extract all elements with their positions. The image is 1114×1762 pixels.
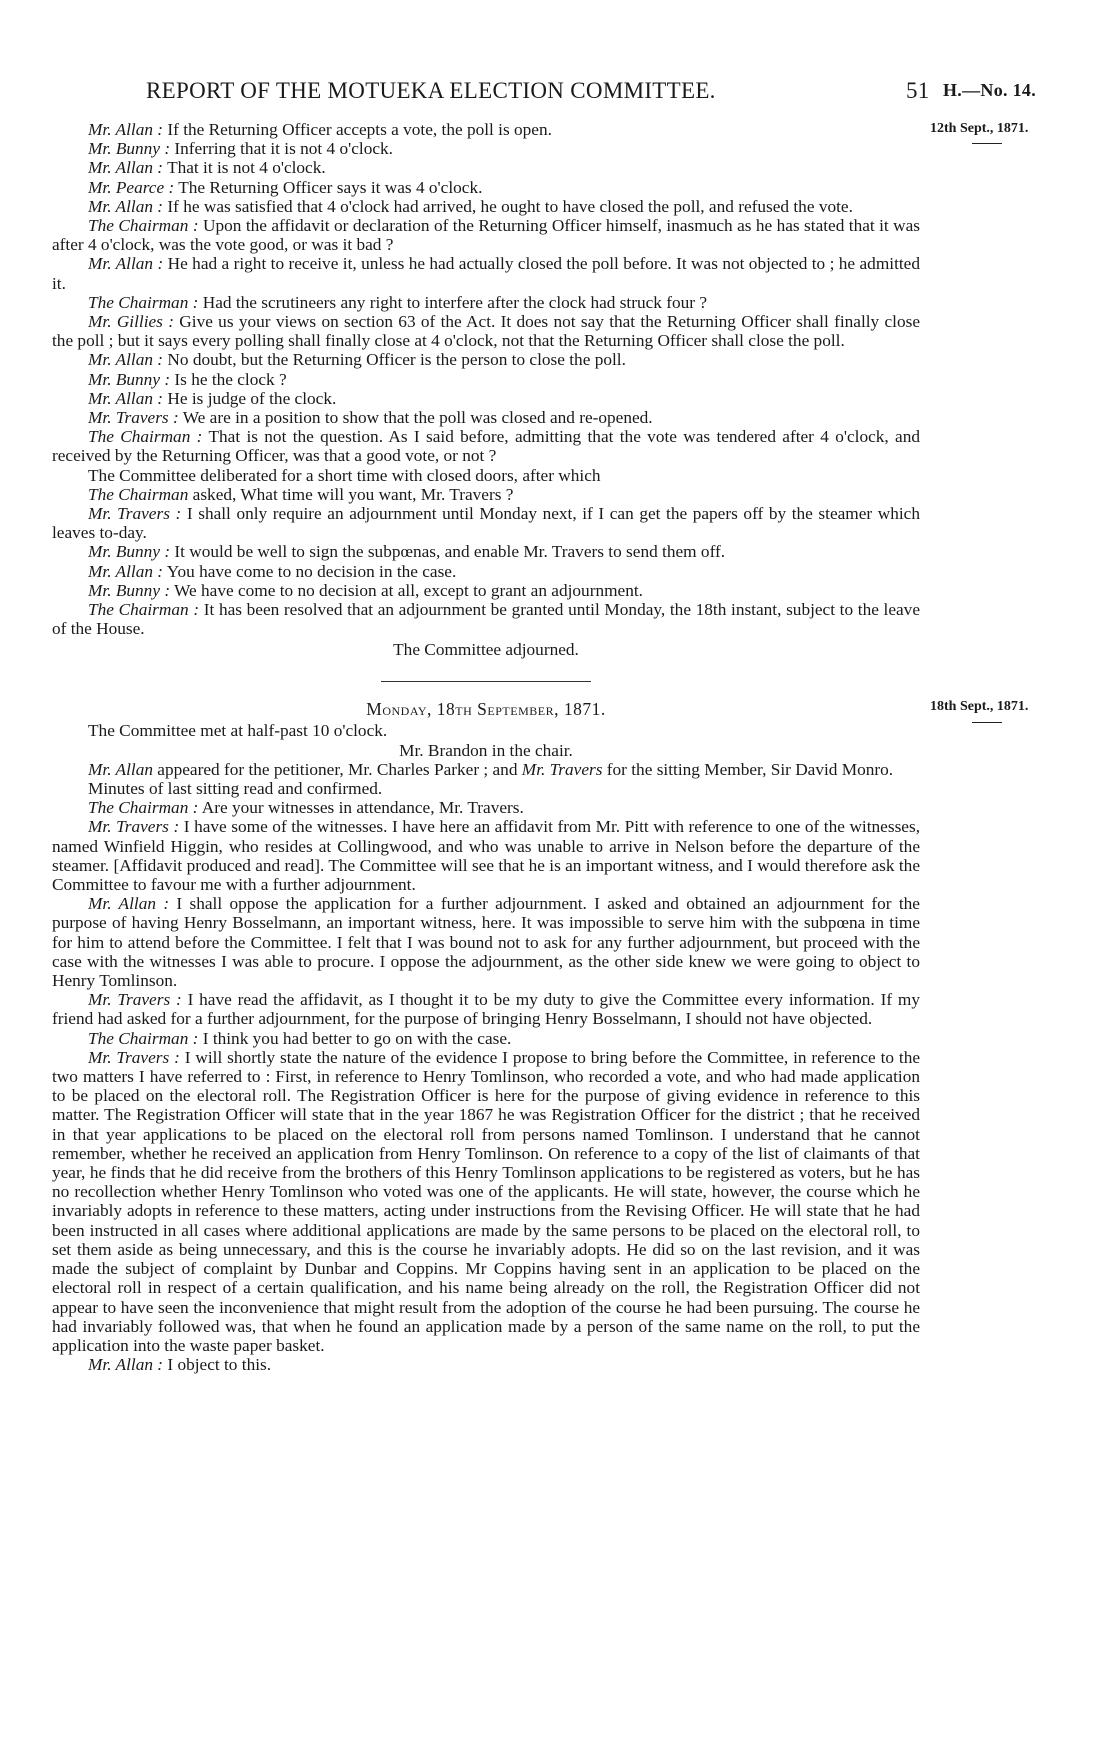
speaker-name: The Chairman : <box>88 216 199 236</box>
minutes-paragraph <box>52 600 920 638</box>
speaker-name: Mr. Allan : <box>88 561 164 581</box>
speech-text: Minutes of last sitting read and confirmed. <box>88 779 383 799</box>
speech-text: Are your witnesses in attendance, Mr. Travers. <box>198 798 524 818</box>
speech-text: Give us your views on section 63 of the Act. It does not say that the Returning Officer shall finally close the poll ; but it says every polling shall finally close at 4 o'clock, not that the Returning Officer shall close the poll. <box>52 312 920 351</box>
speech-text: I think you had better to go on with the case. <box>198 1028 512 1048</box>
speech-text: That it is not 4 o'clock. <box>163 158 326 178</box>
minutes-paragraph <box>52 197 920 216</box>
speech-text: The Committee deliberated for a short time with closed doors, after which <box>88 465 601 485</box>
minutes-paragraph <box>52 504 920 542</box>
speaker-name: The Chairman : <box>88 1028 199 1048</box>
speaker-name: Mr. Allan : <box>88 196 164 216</box>
speaker-name: Mr. Travers : <box>88 990 182 1010</box>
minutes-paragraph <box>52 408 920 427</box>
speaker-name: Mr. Bunny : <box>88 542 171 562</box>
speech-text: The Returning Officer says it was 4 o'clock. <box>174 177 483 197</box>
speech-text: No doubt, but the Returning Officer is the person to close the poll. <box>163 350 626 370</box>
margin-rule-second <box>972 722 1002 723</box>
minutes-paragraph <box>52 350 920 369</box>
speech-text: It has been resolved that an adjournment be granted until Monday, the 18th instant, subject to the leave of the House. <box>52 600 920 639</box>
speaker-name: Mr. Allan : <box>88 894 170 914</box>
page-number: 51 <box>906 78 930 103</box>
minutes-section-two <box>52 779 920 1374</box>
minutes-paragraph <box>52 427 920 465</box>
minutes-paragraph <box>52 542 920 561</box>
speech-text: That is not the question. As I said before, admitting that the vote was tendered after 4 o'clock, and received by the Returning Officer, was that a good vote, or not ? <box>52 427 920 466</box>
document-reference: H.—No. 14. <box>943 80 1036 100</box>
meeting-time: The Committee met at half-past 10 o'clock. <box>88 721 388 741</box>
speaker-name: Mr. Travers : <box>88 504 182 524</box>
report-title: REPORT OF THE MOTUEKA ELECTION COMMITTEE. <box>146 78 716 103</box>
speech-text: Had the scrutineers any right to interfere after the clock had struck four ? <box>198 292 708 312</box>
minutes-paragraph <box>52 178 920 197</box>
speech-text: asked, What time will you want, Mr. Travers ? <box>188 484 514 504</box>
minutes-paragraph <box>52 293 920 312</box>
speech-text: I shall only require an adjournment until Monday next, if I can get the papers off by the steamer which leaves to-day. <box>52 504 920 543</box>
speech-text: If he was satisfied that 4 o'clock had arrived, he ought to have closed the poll, and refused the vote. <box>163 196 853 216</box>
speaker-name: The Chairman : <box>88 798 199 818</box>
minutes-paragraph <box>52 1029 920 1048</box>
minutes-paragraph <box>52 581 920 600</box>
speaker-name: Mr. Allan : <box>88 1355 164 1375</box>
speaker-name: Mr. Travers : <box>88 817 180 837</box>
speech-text: I will shortly state the nature of the evidence I propose to bring before the Committee, in reference to the two matters I have referred to : First, in reference to Henry Tomlinson, who recorded a vote, and who had made application to be placed on the electoral roll. The Registration Officer is here for the purpose of giving evidence in reference to this matter. The Registration Officer will state that in the year 1867 he was Registration Officer for the district ; that he received in that year applications to be placed on the electoral roll from persons named Tomlinson. I understand that he cannot remember, whether he received an application from Henry Tomlinson. On reference to a copy of the list of claimants of that year, he finds that he did receive from the brothers of this Henry Tomlinson applications to be registered as voters, but he has no recollection whether Henry Tomlinson who voted was one of the applicants. He will state, however, the course which he invariably adopts in reference to these matters, acting under instructions from the Revising Officer. He will state that he had been instructed in all cases where additional applications are made by the same persons to be placed on the electoral roll, to set them aside as being unnecessary, and this is the course he invariably adopts. He did so on the last revision, and it was made the subject of complaint by Dunbar and Coppins. Mr Coppins having sent in an application to be placed on the electoral roll in respect of a certain qualification, and his name being already on the roll, the Registration Officer did not appear to have seen the inconvenience that might result from the adoption of the course he had been pursuing. The course he had invariably followed was, that when he found an application made by a person of the same name on the roll, to put the application into the waste paper basket. <box>52 1047 920 1355</box>
minutes-paragraph <box>52 466 920 485</box>
speaker-name: Mr. Allan : <box>88 350 164 370</box>
minutes-paragraph <box>52 485 920 504</box>
minutes-section-one <box>52 120 920 638</box>
minutes-paragraph <box>52 817 920 894</box>
margin-rule-first <box>972 143 1002 144</box>
margin-date-first: 12th Sept., 1871. <box>930 121 1029 136</box>
speech-text: I shall oppose the application for a further adjournment. I asked and obtained an adjournment for the purpose of having Henry Bosselmann, an important witness, here. It was impossible to serve him with the subpœna in time for him to attend before the Committee. I felt that I was bound not to ask for any further adjournment, but proceed with the case with the witnesses I was able to procure. I oppose the adjournment, as the other side knew we were going to object to Henry Tomlinson. <box>52 894 920 991</box>
speaker-name: Mr. Travers : <box>88 1047 180 1067</box>
committee-adjourned: The Committee adjourned. <box>393 640 579 659</box>
speaker-name: Mr. Gillies : <box>88 312 174 332</box>
speaker-name: The Chairman : <box>88 427 203 447</box>
speech-text: Inferring that it is not 4 o'clock. <box>170 139 393 159</box>
speaker-name: Mr. Allan : <box>88 388 164 408</box>
minutes-paragraph <box>52 779 920 798</box>
minutes-paragraph <box>52 158 920 177</box>
speaker-name: Mr. Bunny : <box>88 369 171 389</box>
sitting-date: Monday, 18th September, 1871. <box>366 699 606 720</box>
minutes-paragraph <box>52 798 920 817</box>
minutes-paragraph <box>52 1048 920 1355</box>
speech-text: It would be well to sign the subpœnas, and enable Mr. Travers to send them off. <box>170 542 726 562</box>
chair-line: Mr. Brandon in the chair. <box>399 740 573 760</box>
speech-text: You have come to no decision in the case. <box>163 561 457 581</box>
speech-text: I have some of the witnesses. I have here an affidavit from Mr. Pitt with reference to one of the witnesses, named Winfield Higgin, who resides at Collingwood, and who was unable to arrive in Nelson before the departure of the steamer. [Affidavit produced and read]. The Committee will see that he is an important witness, and I would therefore ask the Committee to favour me with a further adjournment. <box>52 817 921 895</box>
speech-text: Is he the clock ? <box>170 369 287 389</box>
minutes-paragraph <box>52 312 920 350</box>
speech-text: He is judge of the clock. <box>163 388 337 408</box>
speech-text: He had a right to receive it, unless he had actually closed the poll before. It was not objected to ; he admitted it. <box>52 254 920 293</box>
speech-text: We are in a position to show that the poll was closed and re-opened. <box>178 408 653 428</box>
speaker-name: Mr. Pearce : <box>88 177 175 197</box>
minutes-paragraph <box>52 120 920 139</box>
minutes-paragraph <box>52 216 920 254</box>
minutes-paragraph <box>52 370 920 389</box>
speaker-name: The Chairman : <box>88 292 199 312</box>
speaker-name: Mr. Allan : <box>88 120 164 139</box>
speaker-name: Mr. Travers : <box>88 408 179 428</box>
speaker-name: Mr. Allan : <box>88 158 164 178</box>
minutes-paragraph <box>52 894 920 990</box>
speech-text: If the Returning Officer accepts a vote, the poll is open. <box>163 120 552 139</box>
section-divider <box>381 681 591 682</box>
minutes-paragraph <box>52 1355 920 1374</box>
speech-text: I have read the affidavit, as I thought it to be my duty to give the Committee every information. If my friend had asked for a further adjournment, for the purpose of bringing Henry Bosselmann, I should not have objected. <box>52 990 920 1029</box>
speaker-name: Mr. Bunny : <box>88 139 171 159</box>
speaker-name: Mr. Bunny : <box>88 580 171 600</box>
appearance-line: Mr. Allan appeared for the petitioner, Mr. Charles Parker ; and Mr. Travers for the sitting Member, Sir David Monro. <box>88 759 894 779</box>
minutes-paragraph <box>52 990 920 1028</box>
page-header <box>0 78 1114 114</box>
speaker-name: The Chairman : <box>88 600 200 620</box>
margin-date-second: 18th Sept., 1871. <box>930 699 1029 714</box>
minutes-paragraph <box>52 139 920 158</box>
speaker-name: Mr. Allan : <box>88 254 164 274</box>
section-break <box>52 640 920 1374</box>
speech-text: We have come to no decision at all, except to grant an adjournment. <box>170 580 643 600</box>
minutes-paragraph <box>52 389 920 408</box>
speaker-name: The Chairman <box>88 484 189 504</box>
speech-text: I object to this. <box>163 1355 272 1375</box>
minutes-paragraph <box>52 254 920 292</box>
minutes-paragraph <box>52 562 920 581</box>
speech-text: Upon the affidavit or declaration of the Returning Officer himself, inasmuch as he has stated that it was after 4 o'clock, was the vote good, or was it bad ? <box>52 216 920 255</box>
